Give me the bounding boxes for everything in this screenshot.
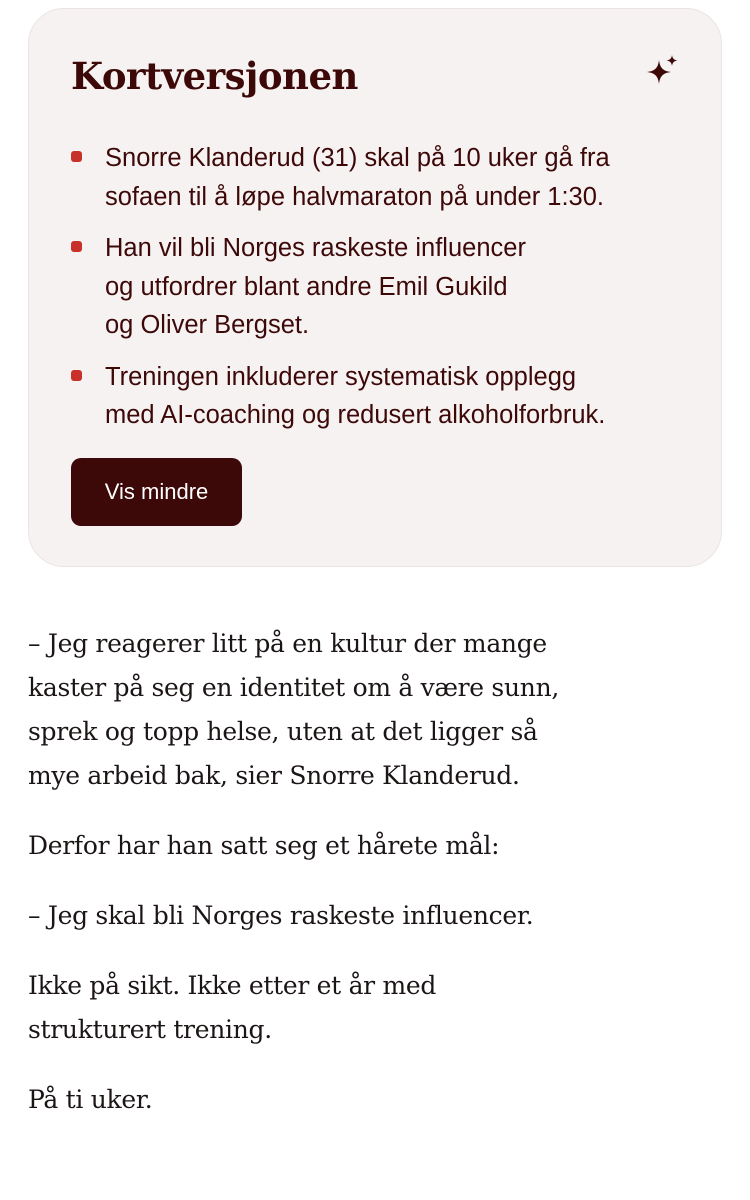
sparkle-icon — [645, 54, 679, 88]
summary-bullet-item — [71, 229, 711, 345]
bullet-line: Han vil bli Norges raskeste influencer — [105, 234, 526, 262]
bullet-marker — [71, 241, 82, 252]
summary-bullet-list — [71, 139, 711, 448]
bullet-line: med AI-coaching og redusert alkoholforbruk. — [105, 401, 606, 429]
bullet-marker — [71, 151, 82, 162]
bullet-line: Treningen inkluderer systematisk opplegg — [105, 362, 577, 391]
summary-bullet-item — [71, 139, 711, 216]
summary-bullet-item — [71, 358, 711, 435]
paragraph-line: Derfor har han satt seg et hårete mål: — [28, 831, 500, 860]
paragraph-line: Ikke på sikt. Ikke etter et år med — [28, 971, 437, 1000]
article-paragraph — [28, 1078, 708, 1122]
paragraph-line: kaster på seg en identitet om å være sunn, — [28, 673, 560, 702]
show-less-button[interactable]: Vis mindre — [71, 458, 242, 526]
paragraph-line: På ti uker. — [28, 1085, 153, 1114]
article-body — [28, 622, 708, 1148]
article-paragraph — [28, 964, 708, 1052]
paragraph-line: – Jeg skal bli Norges raskeste influencer. — [28, 901, 534, 930]
article-paragraph — [28, 824, 708, 868]
bullet-line: og utfordrer blant andre Emil Gukild — [105, 272, 508, 301]
article-paragraph — [28, 622, 708, 798]
bullet-marker — [71, 370, 82, 381]
paragraph-line: strukturert trening. — [28, 1015, 272, 1044]
paragraph-line: – Jeg reagerer litt på en kultur der mange — [28, 629, 547, 658]
bullet-line: sofaen til å løpe halvmaraton på under 1:30. — [105, 182, 604, 211]
summary-title: Kortversjonen — [71, 54, 358, 98]
paragraph-line: sprek og topp helse, uten at det ligger så — [28, 717, 538, 746]
bullet-line: og Oliver Bergset. — [105, 311, 310, 339]
paragraph-line: mye arbeid bak, sier Snorre Klanderud. — [28, 761, 520, 790]
article-paragraph — [28, 894, 708, 938]
bullet-line: Snorre Klanderud (31) skal på 10 uker gå fra — [105, 144, 610, 172]
summary-card — [28, 8, 722, 567]
